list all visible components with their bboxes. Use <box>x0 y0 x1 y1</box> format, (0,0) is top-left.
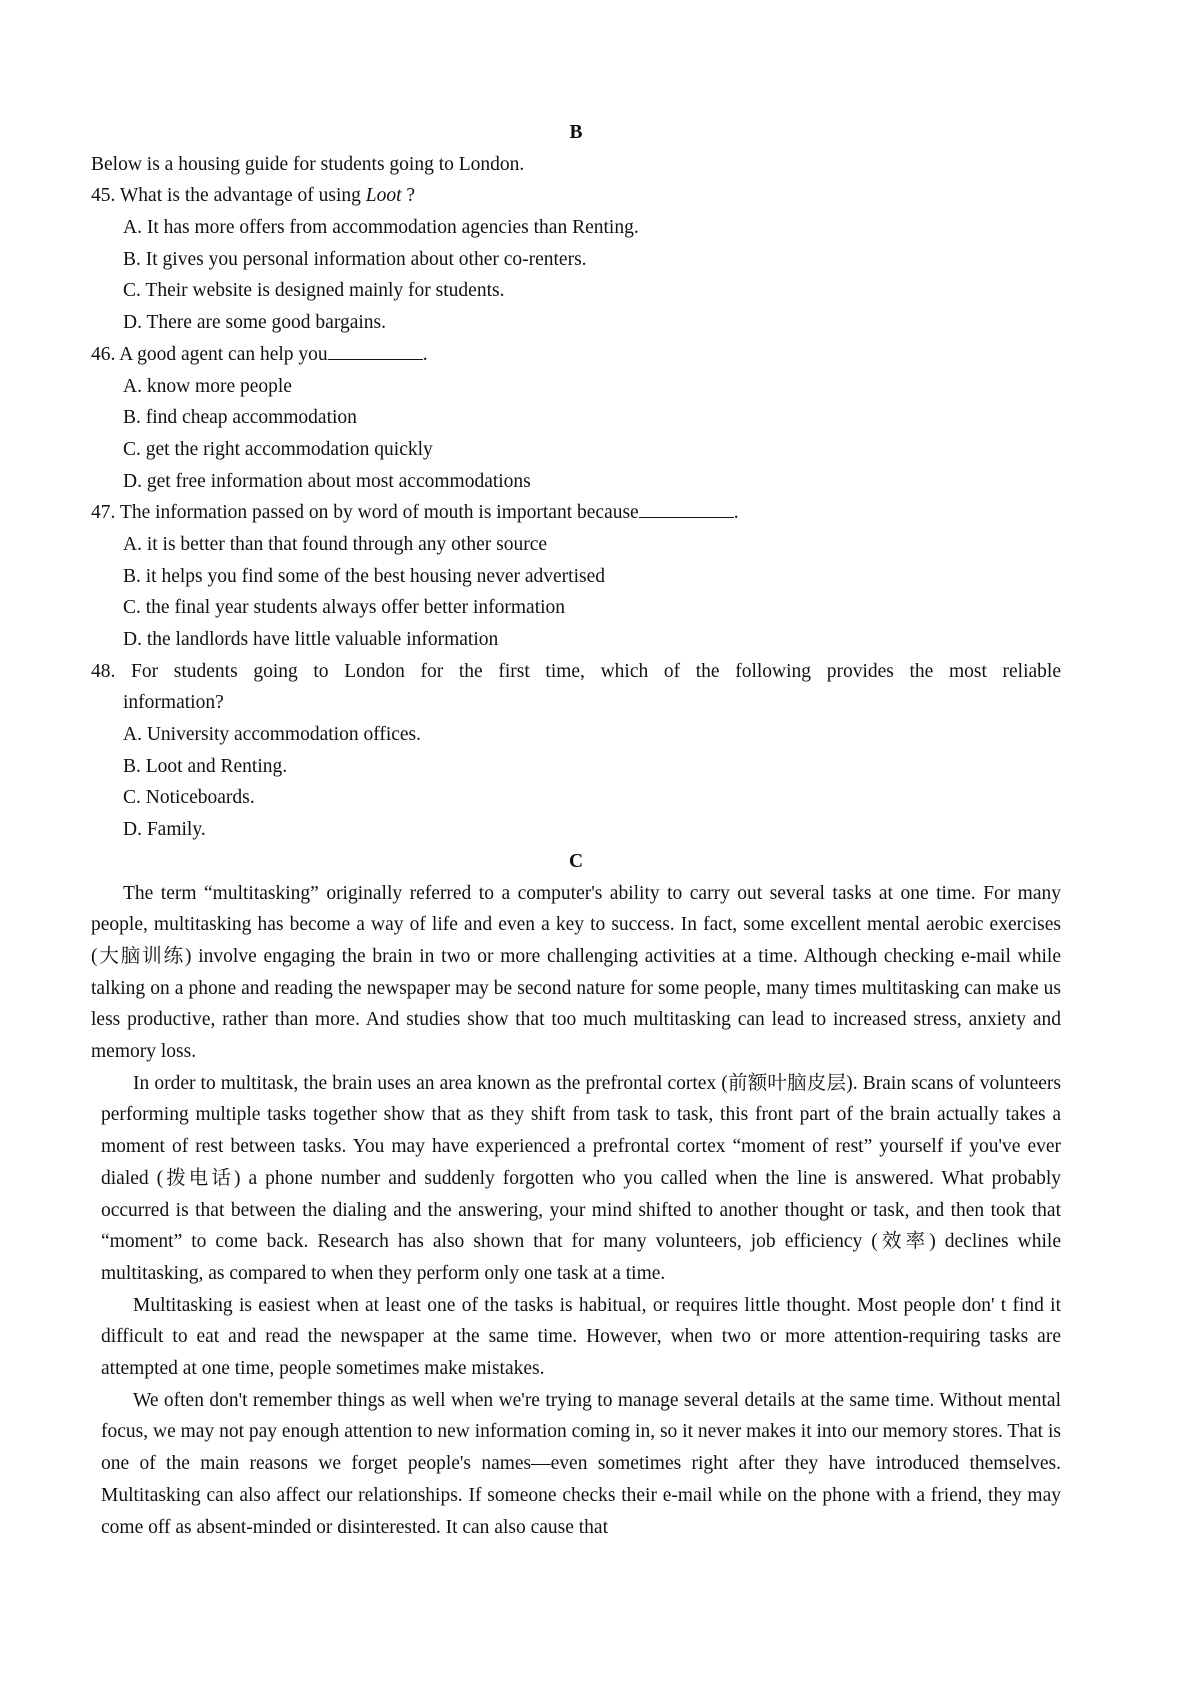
question-number: 46. <box>91 343 116 365</box>
option-45-b: B. It gives you personal information about other co-renters. <box>123 248 587 270</box>
question-number: 45. <box>91 185 116 207</box>
option-47-a: A. it is better than that found through any other source <box>123 533 548 555</box>
question-stem: For students going to London for the first time, which of the following provides the most reliable <box>131 660 1061 682</box>
option-45-c: C. Their website is designed mainly for students. <box>123 280 505 302</box>
answer-blank <box>639 499 734 518</box>
section-b-heading: B <box>569 122 583 143</box>
question-stem: The information passed on by word of mouth is important because <box>119 502 639 524</box>
answer-blank <box>328 341 423 360</box>
question-48 <box>91 656 1061 688</box>
option-46-d: D. get free information about most accommodations <box>123 470 531 492</box>
question-stem-end: ? <box>401 185 416 207</box>
option-48-d: D. Family. <box>123 819 206 841</box>
option-48-b: B. Loot and Renting. <box>123 755 288 777</box>
question-stem-italic: Loot <box>365 185 402 207</box>
passage-paragraph-1: The term “multitasking” originally referred to a computer's ability to carry out several tasks at one time. For many people, multitasking has become a way of life and even a key to success. In fact, some excellent mental aerobic exercises (大脑训练) involve engaging the brain in two or more challenging activities at a time. Although checking e-mail while talking on a phone and reading the newspaper may be second nature for some people, many times multitasking can make us less productive, rather than more. And studies show that too much multitasking can lead to increased stress, anxiety and memory loss. <box>91 882 1061 1063</box>
option-46-c: C. get the right accommodation quickly <box>123 438 433 460</box>
question-47 <box>91 497 1061 529</box>
question-stem: What is the advantage of using <box>119 185 366 207</box>
option-47-c: C. the final year students always offer better information <box>123 597 566 619</box>
section-b-intro: Below is a housing guide for students going to London. <box>91 153 525 175</box>
option-47-d: D. the landlords have little valuable information <box>123 629 499 650</box>
option-48-a: A. University accommodation offices. <box>123 724 422 746</box>
question-stem-end: . <box>422 343 428 365</box>
option-46-a: A. know more people <box>123 375 292 397</box>
question-46 <box>91 339 1061 371</box>
question-number: 47. <box>91 502 116 524</box>
question-48-continuation: information? <box>123 692 224 714</box>
question-45 <box>91 180 1061 212</box>
question-stem: A good agent can help you <box>119 343 328 365</box>
option-48-c: C. Noticeboards. <box>123 787 255 809</box>
option-46-b: B. find cheap accommodation <box>123 407 357 429</box>
passage-paragraph-3: Multitasking is easiest when at least one of the tasks is habitual, or requires little thought. Most people don' t find it difficult to eat and read the newspaper at the same time. However, when two or more attention-requiring tasks are attempted at one time, people sometimes make mistakes. <box>101 1294 1061 1380</box>
question-number: 48. <box>91 660 116 682</box>
option-45-d: D. There are some good bargains. <box>123 312 386 334</box>
section-c-heading: C <box>568 850 584 872</box>
option-45-a: A. It has more offers from accommodation agencies than Renting. <box>123 217 639 239</box>
passage-paragraph-4: We often don't remember things as well when we're trying to manage several details at the same time. Without mental focus, we may not pay enough attention to new information coming in, so it never makes it into our memory stores. That is one of the main reasons we forget people's names—even sometimes right after they have introduced themselves. Multitasking can also affect our relationships. If someone checks their e-mail while on the phone with a friend, they may come off as absent-minded or disinterested. It can also cause that <box>101 1389 1061 1538</box>
passage-paragraph-2: In order to multitask, the brain uses an area known as the prefrontal cortex (前额叶脑皮层). Brain scans of volunteers performing multiple tasks together show that as they shift from task to task, this front part of the brain actually takes a moment of rest between tasks. You may have experienced a prefrontal cortex “moment of rest” yourself if you've ever dialed (拨电话) a phone number and suddenly forgotten who you called when the line is answered. What probably occurred is that between the dialing and the answering, your mind shifted to another thought or task, and then took that “moment” to come back. Research has also shown that for many volunteers, job efficiency (效率) declines while multitasking, as compared to when they perform only one task at a time. <box>101 1072 1061 1284</box>
option-47-b: B. it helps you find some of the best housing never advertised <box>123 565 605 587</box>
question-stem-end: . <box>733 502 739 524</box>
document-page <box>91 117 1061 1543</box>
